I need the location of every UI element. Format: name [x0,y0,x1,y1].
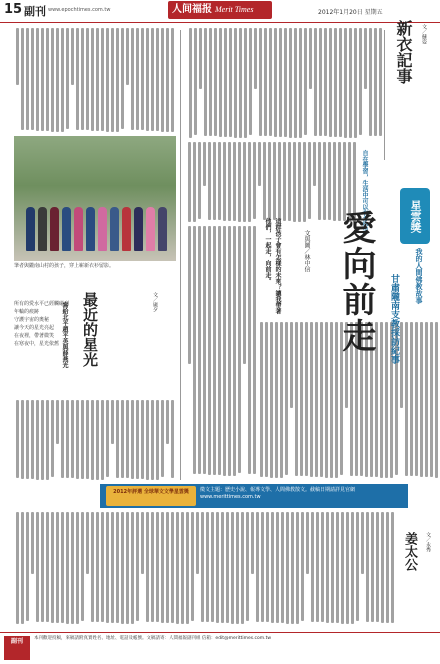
text-line [61,28,64,132]
text-line [76,512,79,624]
column-divider [384,30,385,160]
text-line [131,28,134,130]
text-line [253,226,256,474]
text-line [16,512,19,624]
text-line [329,28,332,137]
text-line [286,512,289,624]
text-line [171,400,174,478]
text-line [341,512,344,624]
text-line [31,512,34,574]
body-text-block [14,400,174,480]
text-line [276,512,279,623]
text-line [233,142,236,221]
text-line [188,226,191,364]
text-line [281,512,284,623]
article-lead: 這群孩子會有怎樣的未來？讓我帶著他們，一起走，向前走。 [264,218,281,314]
text-line [301,512,304,621]
text-line [236,512,239,624]
text-line [166,400,169,444]
text-line [314,28,317,136]
text-line [161,400,164,477]
text-line [151,512,154,622]
text-line [156,400,159,480]
text-line [36,28,39,131]
text-line [26,512,29,621]
text-line [410,322,413,476]
text-line [275,322,278,478]
text-line [16,400,19,478]
text-line [196,512,199,574]
brand-name: 人间福报 [172,4,212,15]
text-line [71,512,74,624]
text-line [86,400,89,479]
text-line [269,28,272,136]
text-line [319,28,322,136]
text-line [296,512,299,624]
text-line [298,142,301,222]
text-line [234,28,237,138]
text-line [309,28,312,89]
text-line [46,512,49,622]
text-line [106,512,109,623]
text-line [21,400,24,479]
text-line [21,512,24,624]
text-line [304,28,307,135]
text-line [241,512,244,624]
text-line [189,28,192,138]
text-line [293,142,296,222]
article-title-main: 愛向前走 [336,210,376,354]
text-line [156,512,159,622]
text-line [354,28,357,138]
text-line [126,512,129,624]
text-line [226,512,229,623]
text-line [91,28,94,131]
text-line [204,28,207,136]
article-title-jiang: 姜太公 [402,532,417,571]
text-line [349,28,352,138]
text-line [56,400,59,444]
text-line [46,400,49,480]
text-line [86,28,89,130]
text-line [126,28,129,85]
text-line [291,512,294,624]
text-line [193,226,196,474]
text-line [328,142,331,220]
text-line [86,512,89,574]
text-line [256,512,259,622]
text-line [289,28,292,138]
text-line [21,28,24,130]
text-line [191,512,194,621]
text-line [61,400,64,478]
text-line [356,512,359,621]
text-line [425,322,428,477]
text-line [208,142,211,220]
text-line [290,322,293,408]
text-line [76,400,79,479]
text-line [66,28,69,129]
text-line [344,28,347,138]
text-line [251,512,254,574]
text-line [181,512,184,624]
text-line [106,28,109,132]
text-line [321,512,324,622]
text-line [316,512,319,622]
text-line [246,512,249,621]
text-line [249,28,252,135]
poem-block [14,300,70,348]
text-line [116,28,119,132]
text-line [238,142,241,222]
text-line [198,226,201,474]
site-url[interactable]: www.epochtimes.com.tw [48,7,111,13]
text-line [111,512,114,623]
article-title-starlight: 最近的星光 [81,292,99,367]
text-line [326,512,329,623]
text-line [351,512,354,624]
text-line [369,28,372,136]
text-line [274,28,277,137]
text-line [243,226,246,364]
text-line [420,322,423,477]
text-line [306,512,309,574]
text-line [294,28,297,138]
text-line [56,512,59,623]
text-line [248,142,251,222]
text-line [254,28,257,89]
text-line [156,28,159,131]
text-line [273,142,276,220]
text-line [176,512,179,624]
text-line [201,512,204,622]
text-line [213,226,216,475]
text-line [131,512,134,624]
footer-label: 副刊 [4,636,30,660]
text-line [264,28,267,136]
text-line [263,142,266,220]
text-line [244,28,247,138]
text-line [280,322,283,478]
column-banner: 我的人間佛教故事 [415,248,423,304]
text-line [283,142,286,221]
text-line [121,400,124,478]
text-line [41,512,44,622]
text-line [366,512,369,622]
text-line [323,142,326,220]
text-line [136,28,139,130]
text-line [430,322,433,477]
text-line [209,28,212,136]
text-line [171,28,174,132]
text-line [161,28,164,132]
ad-text: 徵文主題：歷史小說、報導文學、人間佛教散文。截稿日期請詳見官網 www.merittimes.com.tw [200,487,356,500]
text-line [305,322,308,476]
text-line [71,400,74,478]
text-line [66,512,69,624]
text-line [379,28,382,136]
text-line [361,512,364,574]
award-ad-banner[interactable] [100,484,408,508]
text-line [146,28,149,131]
poem-line: 年輪的痕跡 [14,309,40,315]
text-line [381,512,384,623]
text-line [218,142,221,220]
text-line [166,28,169,132]
body-text-block [186,28,382,138]
text-line [238,226,241,473]
text-line [223,142,226,221]
text-line [91,400,94,480]
text-line [188,142,191,222]
text-line [26,28,29,130]
text-line [166,512,169,623]
text-line [386,512,389,623]
text-line [203,226,206,474]
article-subtitle: 寫給北平趙平英與薛燕光 [61,302,68,368]
article-author: 文／廣夕 [152,292,158,312]
text-line [206,512,209,622]
text-line [259,28,262,136]
text-line [101,400,104,480]
text-line [96,28,99,131]
text-line [359,28,362,135]
text-line [216,512,219,623]
text-line [16,28,19,85]
text-line [261,512,264,622]
text-line [325,322,328,478]
text-line [346,512,349,624]
text-line [111,400,114,444]
text-line [308,142,311,219]
article-subtitle: 甘肅隴南支教採訪紀事 [389,274,399,364]
body-text-block [186,142,356,222]
text-line [265,322,268,477]
photo-caption: 筆者與隴南山村的孩子，穿上嶄新衣衫留影。 [14,263,115,269]
text-line [81,28,84,130]
text-line [46,28,49,131]
text-line [213,142,216,220]
text-line [146,512,149,622]
text-line [233,226,236,476]
page-number: 15 [4,2,23,17]
text-line [315,322,318,477]
text-line [231,512,234,624]
text-line [161,512,164,623]
text-line [299,28,302,138]
text-line [36,512,39,622]
award-badge: 星雲獎 [400,188,430,244]
text-line [26,400,29,479]
text-line [56,28,59,132]
text-line [141,512,144,574]
text-line [141,28,144,130]
text-line [271,512,274,623]
text-line [268,142,271,220]
text-line [266,512,269,622]
text-line [334,28,337,137]
text-line [214,28,217,136]
body-text-block [14,512,394,624]
text-line [248,226,251,474]
text-line [116,512,119,623]
text-line [376,512,379,622]
text-line [219,28,222,137]
text-line [96,512,99,622]
text-line [239,28,242,138]
article-title-new-clothes: 新衣記事 [394,20,413,84]
text-line [171,512,174,623]
column-divider [180,30,181,480]
text-line [96,400,99,480]
side-note: 自在學習，生活中可以有多姿采 [361,150,368,234]
footer-text: 本刊歡迎投稿，來稿請附真實姓名、地址、電話及帳號。文稿請寄：人間福報副刊組 信箱：edit@merittimes.com.tw [34,636,272,641]
text-line [199,28,202,89]
text-line [51,28,54,132]
text-line [136,512,139,621]
text-line [270,322,273,478]
text-line [71,28,74,85]
text-line [224,28,227,137]
text-line [66,400,69,478]
text-line [111,28,114,132]
text-line [253,142,256,219]
text-line [41,400,44,480]
poem-line: 在寒夜中，星光依舊 [14,341,60,347]
text-line [203,142,206,186]
brand-name-en: Merit Times [215,5,254,14]
text-line [116,400,119,478]
text-line [81,400,84,479]
body-text-block [186,226,256,476]
text-line [193,142,196,222]
text-line [320,322,323,477]
poem-line: 守護宇宙的奧秘 [14,317,50,323]
text-line [223,226,226,476]
text-line [151,400,154,480]
text-line [405,322,408,476]
text-line [229,28,232,137]
text-line [435,322,438,478]
text-line [121,512,124,624]
text-line [208,226,211,475]
text-line [61,512,64,623]
text-line [318,142,321,220]
text-line [310,322,313,477]
text-line [81,512,84,621]
text-line [106,400,109,477]
children-photo [14,136,176,261]
text-line [194,28,197,135]
text-line [374,28,377,136]
text-line [313,142,316,186]
text-line [131,400,134,479]
text-line [243,142,246,222]
section-name: 副刊 [24,5,46,18]
text-line [126,400,129,478]
text-line [331,512,334,623]
text-line [41,28,44,131]
text-line [364,28,367,89]
text-line [260,322,263,477]
text-line [51,400,54,477]
text-line [101,28,104,131]
text-line [324,28,327,136]
ad-badge: 2012年評選 全球華文文學星雲獎 [106,486,196,506]
text-line [415,322,418,476]
text-line [76,28,79,130]
text-line [221,512,224,623]
text-line [311,512,314,622]
poem-line: 在夜裡，帶著微笑 [14,333,55,339]
article-author: 文／蘇姿 [421,24,427,44]
text-line [91,512,94,622]
text-line [258,142,261,186]
text-line [284,28,287,137]
text-line [136,400,139,479]
text-line [339,28,342,137]
text-line [228,226,231,476]
text-line [371,512,374,622]
text-line [211,512,214,622]
text-line [101,512,104,622]
text-line [300,322,303,476]
text-line [288,142,291,221]
article-author: 文／永秀 [425,532,431,552]
page-header [0,0,440,23]
text-line [141,400,144,479]
text-line [218,226,221,475]
text-line [391,512,394,623]
poem-line: 讓今天的星光亮起 [14,325,55,331]
text-line [228,142,231,221]
brand-logo [168,1,272,19]
body-text-block [14,28,174,132]
text-line [146,400,149,480]
text-line [51,512,54,623]
text-line [31,400,34,479]
text-line [198,142,201,219]
text-line [279,28,282,137]
text-line [336,512,339,623]
text-line [285,322,288,475]
text-line [36,400,39,480]
poem-line: 所有的愛水平已經觸碰到 [14,301,70,307]
text-line [121,28,124,129]
text-line [295,322,298,476]
text-line [151,28,154,131]
text-line [186,512,189,624]
issue-date: 2012年1月20日 星期五 [318,9,383,16]
text-line [278,142,281,221]
text-line [31,28,34,130]
page-footer [0,632,440,664]
text-line [303,142,306,222]
article-author: 文與圖／林中信 [303,230,310,272]
